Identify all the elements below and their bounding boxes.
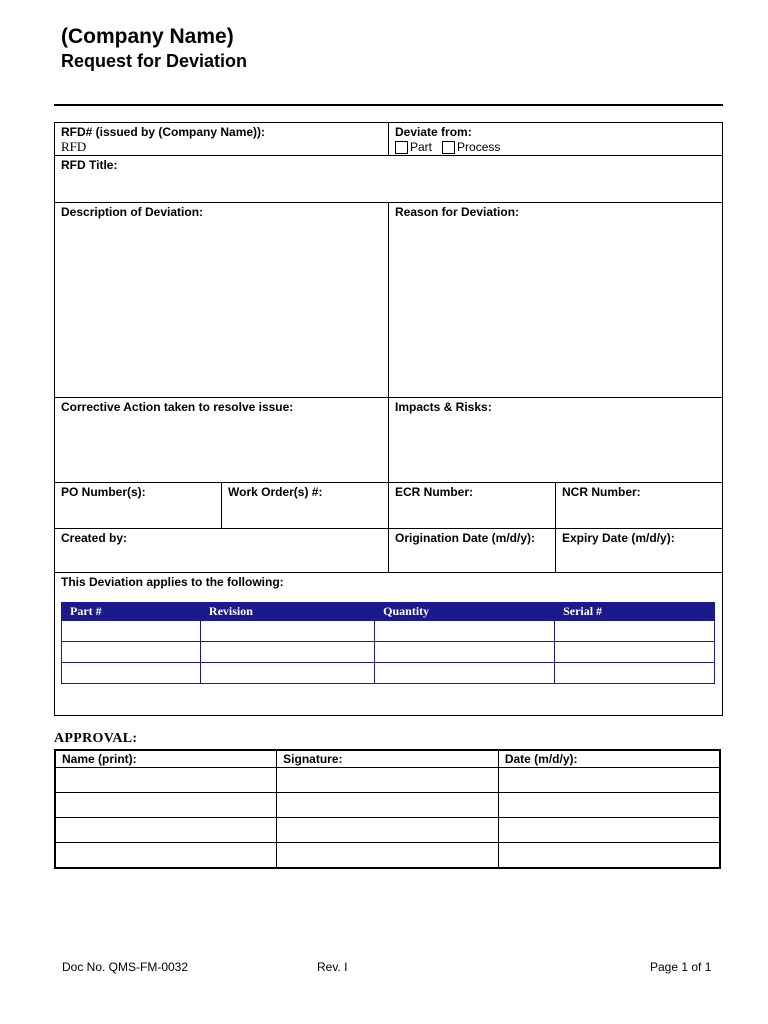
name-print-cell[interactable] (55, 818, 277, 843)
name-print-header: Name (print): (55, 750, 277, 768)
po-number-label: PO Number(s): (61, 485, 146, 499)
serial-number-header: Serial # (555, 603, 715, 621)
serial-number-cell[interactable] (555, 663, 715, 684)
table-row (62, 621, 715, 642)
part-number-cell[interactable] (62, 642, 201, 663)
part-number-cell[interactable] (62, 621, 201, 642)
ecr-number-label: ECR Number: (395, 485, 474, 499)
document-title: Request for Deviation (61, 51, 248, 71)
table-row (55, 843, 720, 869)
impacts-risks-field[interactable] (389, 398, 722, 482)
table-row (55, 818, 720, 843)
revision-cell[interactable] (200, 642, 374, 663)
corrective-action-label: Corrective Action taken to resolve issue: (61, 400, 294, 414)
rfd-title-label: RFD Title: (61, 158, 118, 172)
deviate-from-label: Deviate from: (395, 125, 472, 139)
work-order-field[interactable] (222, 483, 388, 528)
parts-table-header (62, 603, 715, 621)
applies-to-label: This Deviation applies to the following: (61, 575, 284, 589)
approval-date-cell[interactable] (498, 818, 720, 843)
signature-cell[interactable] (277, 768, 499, 793)
name-print-cell[interactable] (55, 843, 277, 869)
name-print-cell[interactable] (55, 793, 277, 818)
deviate-from-field (389, 123, 722, 155)
description-field[interactable] (55, 203, 388, 397)
table-row (55, 793, 720, 818)
approval-table-header (55, 750, 720, 768)
serial-number-cell[interactable] (555, 621, 715, 642)
header-divider (54, 104, 723, 106)
ncr-number-label: NCR Number: (562, 485, 641, 499)
approval-heading: APPROVAL: (54, 731, 138, 746)
part-checkbox[interactable] (395, 141, 408, 154)
revision-number: Rev. I (317, 960, 348, 974)
process-checkbox[interactable] (442, 141, 455, 154)
part-number-cell[interactable] (62, 663, 201, 684)
approval-date-cell[interactable] (498, 768, 720, 793)
parts-table (61, 602, 715, 684)
page-number: Page 1 of 1 (650, 960, 712, 974)
applies-to-heading (55, 573, 722, 593)
signature-cell[interactable] (277, 818, 499, 843)
revision-header: Revision (200, 603, 374, 621)
ecr-number-field[interactable] (389, 483, 555, 528)
quantity-cell[interactable] (375, 642, 555, 663)
quantity-cell[interactable] (375, 663, 555, 684)
table-row (62, 642, 715, 663)
approval-date-cell[interactable] (498, 793, 720, 818)
rfd-number-field[interactable] (55, 123, 388, 155)
signature-cell[interactable] (277, 843, 499, 869)
approval-date-cell[interactable] (498, 843, 720, 869)
description-label: Description of Deviation: (61, 205, 204, 219)
revision-cell[interactable] (200, 621, 374, 642)
work-order-label: Work Order(s) #: (228, 485, 323, 499)
expiry-date-label: Expiry Date (m/d/y): (562, 531, 675, 545)
origination-date-field[interactable] (389, 529, 555, 572)
impacts-risks-label: Impacts & Risks: (395, 400, 492, 414)
reason-field[interactable] (389, 203, 722, 397)
name-print-cell[interactable] (55, 768, 277, 793)
doc-number: Doc No. QMS-FM-0032 (62, 960, 189, 974)
created-by-label: Created by: (61, 531, 128, 545)
expiry-date-field[interactable] (556, 529, 722, 572)
quantity-header: Quantity (375, 603, 555, 621)
ncr-number-field[interactable] (556, 483, 722, 528)
rfd-title-field[interactable] (55, 156, 722, 202)
revision-cell[interactable] (200, 663, 374, 684)
company-name: (Company Name) (61, 25, 234, 48)
signature-header: Signature: (277, 750, 499, 768)
part-checkbox-label: Part (410, 140, 433, 154)
process-checkbox-label: Process (457, 140, 501, 154)
signature-cell[interactable] (277, 793, 499, 818)
table-row (55, 768, 720, 793)
rfd-number-value: RFD (61, 139, 87, 154)
rfd-number-label: RFD# (issued by (Company Name)): (61, 125, 266, 139)
deviation-form (54, 122, 723, 716)
approval-date-header: Date (m/d/y): (498, 750, 720, 768)
corrective-action-field[interactable] (55, 398, 388, 482)
reason-label: Reason for Deviation: (395, 205, 520, 219)
part-number-header: Part # (62, 603, 201, 621)
quantity-cell[interactable] (375, 621, 555, 642)
table-row (62, 663, 715, 684)
serial-number-cell[interactable] (555, 642, 715, 663)
origination-date-label: Origination Date (m/d/y): (395, 531, 536, 545)
approval-table (54, 749, 721, 869)
created-by-field[interactable] (55, 529, 388, 572)
po-number-field[interactable] (55, 483, 221, 528)
